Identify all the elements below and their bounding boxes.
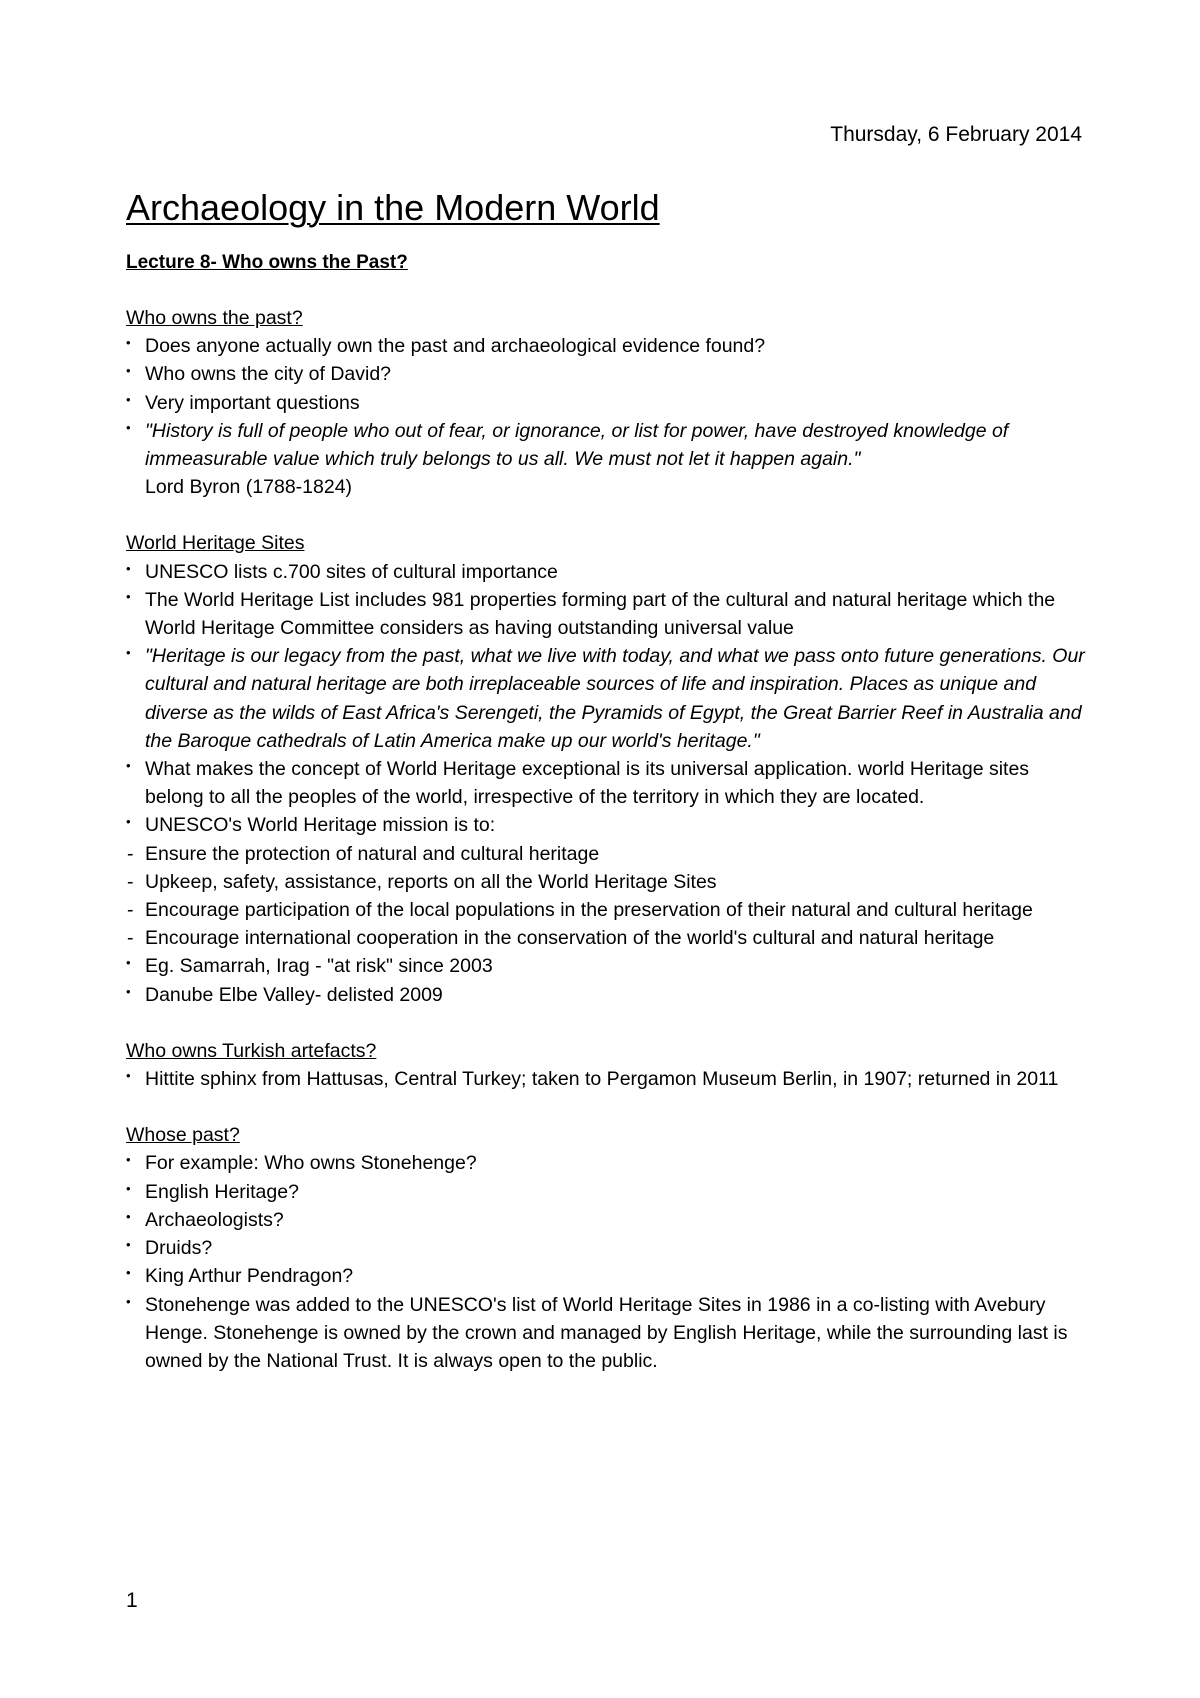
notes-section [126,529,1086,1008]
bullet-list-item [126,755,1086,811]
bullet-list-item [126,1178,1086,1206]
bullet-list-item [126,1291,1086,1376]
notes-section [126,1037,1086,1093]
item-text: UNESCO's World Heritage mission is to: [145,814,496,837]
bullet-list-item [126,1262,1086,1290]
dash-list-item [126,840,1086,868]
bullet-list-item [126,1234,1086,1262]
item-text: English Heritage? [145,1180,299,1203]
dash-list-item [126,924,1086,952]
bullet-list-item [126,811,1086,839]
item-text: Encourage international cooperation in the conservation of the world's cultural and natural heritage [145,927,995,950]
bullet-list-item [126,952,1086,980]
bullet-list-item [126,389,1086,417]
lecture-title: Lecture 8- Who owns the Past? [126,252,408,273]
document-title: Archaeology in the Modern World [126,187,660,228]
notes-section [126,304,1086,501]
bullet-list-item [126,1149,1086,1177]
item-text: Ensure the protection of natural and cultural heritage [145,842,600,865]
item-text: Eg. Samarrah, Irag - "at risk" since 2003 [145,955,493,978]
item-text: For example: Who owns Stonehenge? [145,1152,477,1175]
bullet-list [126,1065,1086,1093]
bullet-list-item [126,586,1086,642]
item-text: Very important questions [145,391,360,414]
item-text: The World Heritage List includes 981 properties forming part of the cultural and natural heritage which the World Heritage Committee considers as having outstanding universal value [145,588,1056,640]
document-date: Thursday, 6 February 2014 [830,123,1082,146]
item-text: Who owns the city of David? [145,363,392,386]
quote-text: "History is full of people who out of fear, or ignorance, or list for power, have destroyed knowledge of immeasurable value which truly belongs to us all. We must not let it happen again." [145,419,1009,471]
bullet-list-item [126,332,1086,360]
item-text: Stonehenge was added to the UNESCO's list of World Heritage Sites in 1986 in a co-listing with Avebury Henge. Stonehenge is owned by the crown and managed by English Heritage, while the surrounding last is owned by the National Trust. It is always open to the public. [145,1293,1068,1372]
bullet-list [126,558,1086,1009]
bullet-list-item [126,981,1086,1009]
bullet-list [126,1149,1086,1375]
item-text: Does anyone actually own the past and archaeological evidence found? [145,335,766,358]
bullet-list-item [126,642,1086,755]
bullet-list-item [126,1065,1086,1093]
item-text: Hittite sphinx from Hattusas, Central Turkey; taken to Pergamon Museum Berlin, in 1907; returned in 2011 [145,1068,1059,1091]
item-text: Upkeep, safety, assistance, reports on all the World Heritage Sites [145,870,717,893]
section-heading: Who owns the past? [126,307,303,329]
bullet-list [126,332,1086,501]
item-text: Encourage participation of the local populations in the preservation of their natural and cultural heritage [145,899,1033,922]
page-number: 1 [126,1589,138,1612]
item-text: Danube Elbe Valley- delisted 2009 [145,983,443,1006]
bullet-list-item [126,558,1086,586]
notes-section [126,1121,1086,1375]
quote-attribution: Lord Byron (1788-1824) [145,476,353,499]
item-text: Archaeologists? [145,1208,284,1231]
dash-list-item [126,896,1086,924]
item-text: What makes the concept of World Heritage exceptional is its universal application. world Heritage sites belong to all the peoples of the world, irrespective of the territory in which they are located. [145,758,1030,809]
bullet-list-item [126,360,1086,388]
item-text: Druids? [145,1237,213,1260]
quote-text: "Heritage is our legacy from the past, what we live with today, and what we pass onto future generations. Our cultural and natural heritage are both irreplaceable sources of life and inspiration. Places as unique and diverse as the wilds of East Africa's Serengeti, the Pyramids of Egypt, the Great Barrier Reef in Australia and the Baroque cathedrals of Latin America make up our world's heritage." [145,645,1085,752]
dash-list-item [126,868,1086,896]
item-text: UNESCO lists c.700 sites of cultural importance [145,560,558,583]
section-heading: Whose past? [126,1124,240,1147]
item-text: King Arthur Pendragon? [145,1265,354,1288]
bullet-list-item [126,417,1086,502]
section-heading: Who owns Turkish artefacts? [126,1039,377,1062]
document-body [126,304,1086,1403]
bullet-list-item [126,1206,1086,1234]
section-heading: World Heritage Sites [126,532,305,555]
